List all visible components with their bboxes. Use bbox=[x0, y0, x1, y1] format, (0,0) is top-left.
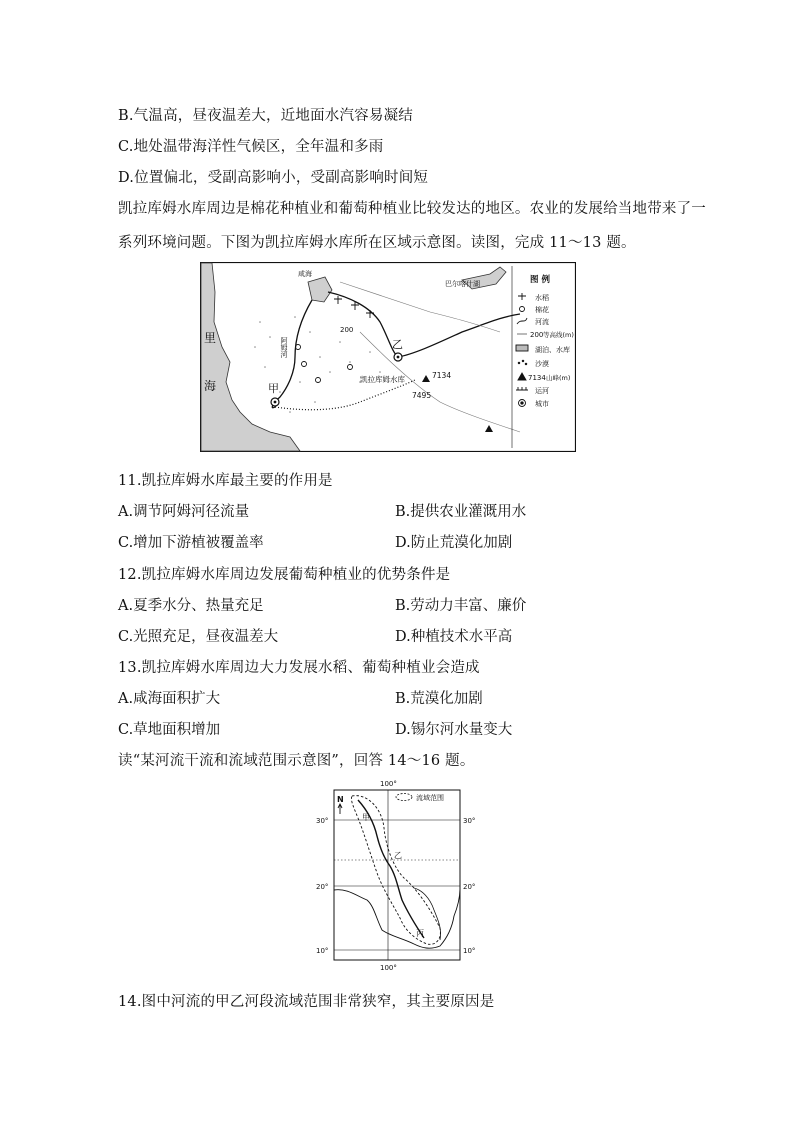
map2-frame bbox=[334, 790, 460, 960]
lat30-left: 30° bbox=[316, 817, 329, 825]
q12-option-b: B.劳动力丰富、廉价 bbox=[395, 598, 527, 614]
q11-option-c: C.增加下游植被覆盖率 bbox=[118, 535, 264, 551]
basin-legend-label: 流域范围 bbox=[416, 794, 444, 802]
lat30-right: 30° bbox=[463, 817, 476, 825]
city-jia-label: 甲 bbox=[268, 382, 279, 395]
sea-label-2: 海 bbox=[204, 379, 217, 393]
legend-city: 城市 bbox=[535, 400, 549, 408]
q11-option-a: A.调节阿姆河径流量 bbox=[118, 504, 250, 520]
legend-rice: 水稻 bbox=[535, 294, 549, 302]
legend-title: 图 例 bbox=[530, 275, 550, 285]
legend-river: 河流 bbox=[535, 318, 549, 326]
peak-value-2: 7495 bbox=[412, 391, 432, 400]
intro-line-2: 系列环境问题。下图为凯拉库姆水库所在区域示意图。读图，完成 11～13 题。 bbox=[118, 235, 636, 251]
bottom-lon-label: 100° bbox=[380, 964, 397, 972]
legend-desert: 沙漠 bbox=[535, 360, 549, 368]
q13-stem: 13.凯拉库姆水库周边大力发展水稻、葡萄种植业会造成 bbox=[118, 660, 480, 676]
lat10-right: 10° bbox=[463, 947, 476, 955]
north-label: N bbox=[337, 795, 344, 804]
reservoir-label: 凯拉库姆水库 bbox=[360, 375, 405, 384]
q11-stem: 11.凯拉库姆水库最主要的作用是 bbox=[118, 473, 333, 489]
legend-cotton: 棉花 bbox=[535, 306, 549, 314]
prev-option-b: B.气温高，昼夜温差大，近地面水汽容易凝结 bbox=[118, 108, 413, 124]
balkhash-label: 巴尔喀什湖 bbox=[445, 280, 480, 288]
q14-stem: 14.图中河流的甲乙河段流域范围非常狭窄，其主要原因是 bbox=[118, 994, 495, 1010]
lat20-left: 20° bbox=[316, 883, 329, 891]
contour-value: 200 bbox=[340, 326, 354, 334]
q13-option-d: D.锡尔河水量变大 bbox=[395, 722, 513, 738]
label-bing: 丙 bbox=[416, 929, 424, 938]
city-yi-label: 乙 bbox=[392, 338, 403, 351]
q12-option-a: A.夏季水分、热量充足 bbox=[118, 598, 264, 614]
region-map bbox=[200, 262, 576, 452]
lat10-left: 10° bbox=[316, 947, 329, 955]
legend-contour-prefix: 200 bbox=[530, 331, 544, 339]
sea-label-1: 里 bbox=[204, 331, 217, 345]
legend-canal: 运河 bbox=[535, 387, 549, 395]
prev-option-d: D.位置偏北，受副高影响小，受副高影响时间短 bbox=[118, 170, 429, 186]
lat20-right: 20° bbox=[463, 883, 476, 891]
legend-lake: 湖泊、水库 bbox=[535, 346, 570, 354]
q11-option-b: B.提供农业灌溉用水 bbox=[395, 504, 527, 520]
intro-2: 读“某河流干流和流域范围示意图”，回答 14～16 题。 bbox=[118, 753, 475, 769]
intro-line-1: 凯拉库姆水库周边是棉花种植业和葡萄种植业比较发达的地区。农业的发展给当地带来了一 bbox=[118, 201, 706, 217]
label-jia: 甲 bbox=[362, 813, 370, 822]
top-lon-label: 100° bbox=[380, 780, 397, 788]
q11-option-d: D.防止荒漠化加剧 bbox=[395, 535, 513, 551]
river-label: 阿姆河 bbox=[280, 337, 288, 358]
q12-option-d: D.种植技术水平高 bbox=[395, 629, 513, 645]
aral-label: 咸海 bbox=[298, 270, 312, 278]
q13-option-b: B.荒漠化加剧 bbox=[395, 691, 483, 707]
peak-value: 7134 bbox=[432, 371, 452, 380]
q12-stem: 12.凯拉库姆水库周边发展葡萄种植业的优势条件是 bbox=[118, 567, 451, 583]
q13-option-a: A.咸海面积扩大 bbox=[118, 691, 221, 707]
legend-peak-prefix: 7134 bbox=[528, 374, 546, 382]
q12-option-c: C.光照充足，昼夜温差大 bbox=[118, 629, 279, 645]
label-yi: 乙 bbox=[394, 851, 402, 860]
legend-peak: 山峰(m) bbox=[546, 374, 571, 382]
prev-option-c: C.地处温带海洋性气候区，全年温和多雨 bbox=[118, 139, 384, 155]
river-basin-map bbox=[312, 778, 482, 973]
q13-option-c: C.草地面积增加 bbox=[118, 722, 221, 738]
legend-contour: 等高线(m) bbox=[543, 331, 574, 339]
